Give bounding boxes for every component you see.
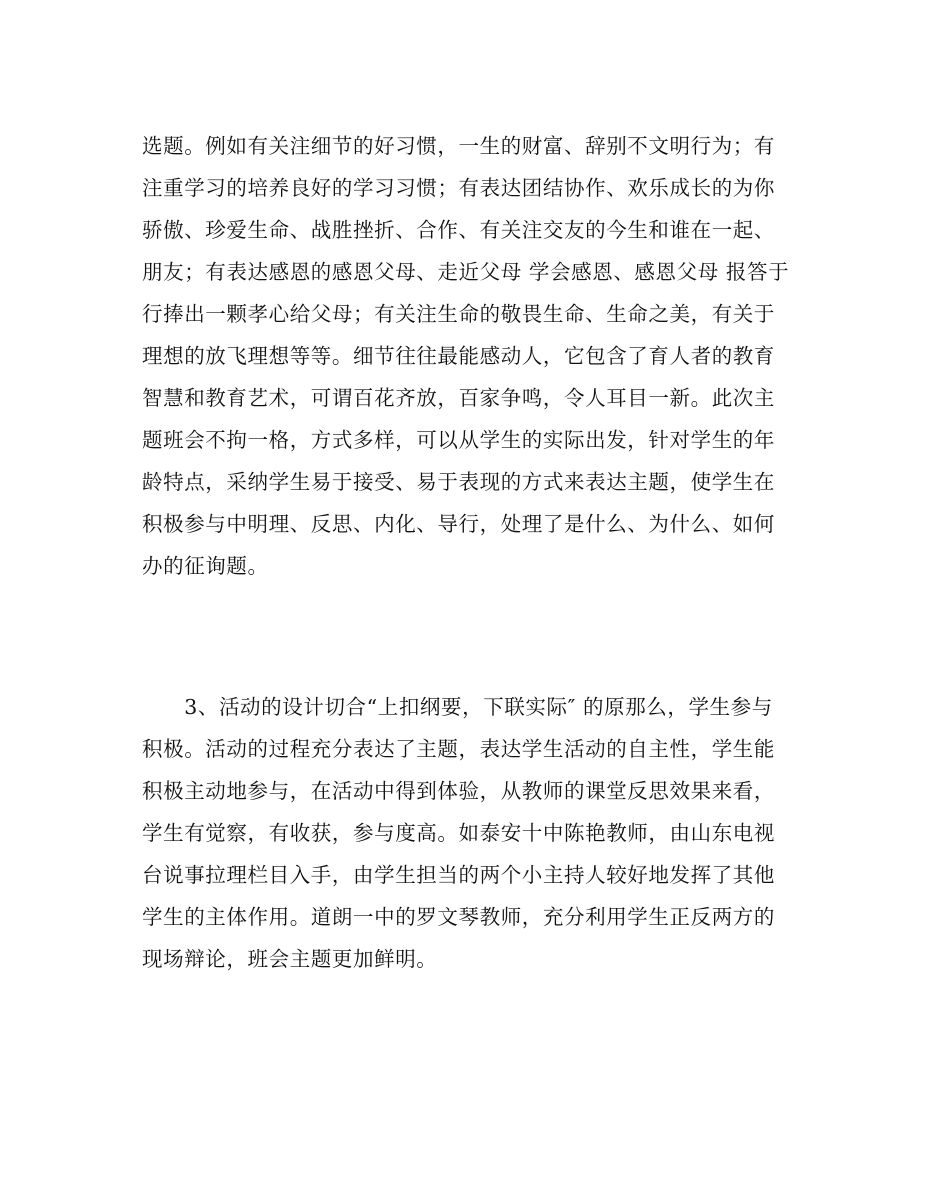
text-line: 骄傲、珍爱生命、战胜挫折、合作、有关注交友的今生和谁在一起、	[142, 218, 775, 242]
text-line: 办的征询题。	[142, 554, 269, 578]
text-line: 台说事拉理栏目入手，由学生担当的两个小主持人较好地发挥了其他	[142, 863, 775, 887]
text-line: 注重学习的培养良好的学习习惯；有表达团结协作、欢乐成长的为你	[142, 176, 775, 200]
text-line: 选题。例如有关注细节的好习惯，一生的财富、辞别不文明行为；有	[142, 134, 775, 158]
text-line: 学生有觉察，有收获，参与度高。如泰安十中陈艳教师，由山东电视	[142, 821, 775, 845]
text-line: 智慧和教育艺术，可谓百花齐放，百家争鸣，令人耳目一新。此次主	[142, 386, 775, 410]
text-line: 积极主动地参与，在活动中得到体验，从教师的课堂反思效果来看，	[142, 779, 775, 803]
text-line: 行捧出一颗孝心给父母；有关注生命的敬畏生命、生命之美，有关于	[142, 302, 775, 326]
text-line: 积极参与中明理、反思、内化、导行，处理了是什么、为什么、如何	[142, 512, 775, 536]
text-line: 朋友；有表达感恩的感恩父母、走近父母 学会感恩、感恩父母 报答于	[142, 260, 790, 284]
text-line: 现场辩论，班会主题更加鲜明。	[142, 947, 438, 971]
text-line: 理想的放飞理想等等。细节往往最能感动人，它包含了育人者的教育	[142, 344, 775, 368]
text-line: 龄特点，采纳学生易于接受、易于表现的方式来表达主题，使学生在	[142, 470, 775, 494]
text-line: 3、活动的设计切合“上扣纲要，下联实际″ 的原那么，学生参与	[142, 695, 773, 719]
text-line: 题班会不拘一格，方式多样，可以从学生的实际出发，针对学生的年	[142, 428, 775, 452]
paragraph-2	[142, 686, 812, 980]
paragraph-1	[142, 125, 812, 587]
text-line: 积极。活动的过程充分表达了主题，表达学生活动的自主性，学生能	[142, 737, 775, 761]
text-line: 学生的主体作用。道朗一中的罗文琴教师，充分利用学生正反两方的	[142, 905, 775, 929]
